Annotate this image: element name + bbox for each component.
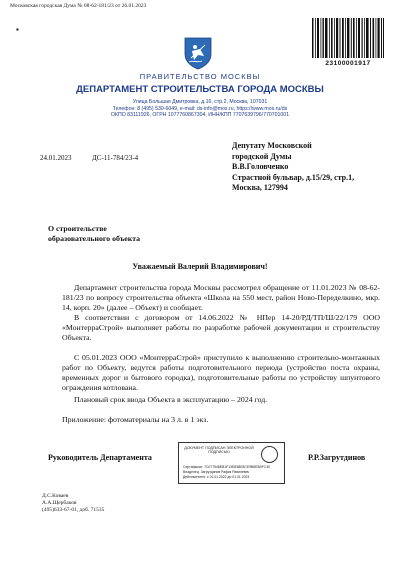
- addressee-block: [232, 141, 382, 194]
- executor-name: Д.С.Коваев: [42, 493, 69, 499]
- signer-name: Р.Р.Загрутдинов: [308, 453, 366, 462]
- department-title: ДЕПАРТАМЕНТ СТРОИТЕЛЬСТВА ГОРОДА МОСКВЫ: [76, 84, 324, 95]
- stamp-line: Сертификат: 7C077548EB1F13E83BE8CE9B6E5BFC40: [183, 465, 270, 469]
- executor-name: А.А.Щербаков: [42, 500, 77, 506]
- document-number: ДС-11-784/23-4: [92, 154, 139, 162]
- addressee-line: Страстной бульвар, д.15/29, стр.1,: [232, 172, 355, 182]
- body-paragraph: С 05.01.2023 ООО «МонтерраСтрой» приступило к выполнению строительно-монтажных работ по Объекту, ведутся работы подготовительного периода (устройство поста охраны, временных дорог и бытового городка), подготовительные работы по устройству шпунтового ограждения котлована.: [62, 353, 380, 392]
- contact-phone-email: Телефон: 8 (495) 530-6049, e-mail: ds-info@mos.ru, https://www.mos.ru/ds: [112, 105, 288, 112]
- stamp-line: Действителен: с 01.01.2022 до 01.01.2023: [183, 475, 250, 479]
- registration-note: Московская городская Дума № 08-62-181/23 от 26.01.2023: [10, 3, 147, 9]
- addressee-line: городской Думы: [232, 151, 292, 161]
- document-date: 24.01.2023: [40, 154, 72, 162]
- addressee-line: Депутату Московской: [232, 141, 312, 150]
- electronic-signature-stamp: [178, 442, 285, 484]
- stamp-line: Владелец: Загрутдинов Рафик Равилевич: [183, 470, 250, 474]
- subject-line: О строительстве: [48, 224, 107, 233]
- seal-icon: [261, 446, 278, 463]
- addressee-line: Москва, 127994: [232, 183, 288, 192]
- barcode-image: [312, 18, 384, 58]
- subject-line: образовательного объекта: [48, 234, 141, 243]
- barcode-number: 23100001917: [325, 60, 371, 67]
- margin-mark: ▪: [16, 25, 19, 34]
- body-paragraph: Плановый срок ввода Объекта в эксплуатацию – 2024 год.: [74, 395, 268, 404]
- salutation: Уважаемый Валерий Владимирович!: [132, 262, 268, 271]
- signer-title: Руководитель Департамента: [48, 453, 152, 462]
- attachment-note: Приложение: фотоматериалы на 3 л. в 1 экз.: [62, 415, 209, 424]
- stamp-header: ДОКУМЕНТ ПОДПИСАН ЭЛЕКТРОННОЙ ПОДПИСЬЮ: [184, 446, 254, 455]
- body-paragraph: В соответствии с договором от 14.06.2022 № НПер 14-20/РД/ТП/Ш/22/179 ООО «МонтерраСтрой» выполняет работы по разработке рабочей документации и строительству Объекта.: [62, 313, 380, 342]
- subject-block: [48, 224, 140, 244]
- executor-phone: (495)633-67-01, доб. 71535: [42, 507, 105, 513]
- contact-address: Улица Большая Дмитровка, д.16, стр.2, Москва, 107031: [132, 99, 268, 105]
- moscow-coat-of-arms-icon: [183, 36, 213, 70]
- addressee-line: В.В.Головченко: [232, 162, 289, 171]
- government-title: ПРАВИТЕЛЬСТВО МОСКВЫ: [139, 72, 261, 81]
- body-paragraph: Департамент строительства города Москвы рассмотрел обращение от 11.01.2023 № 08-62-181/23 по вопросу строительства объекта «Школа на 550 мест, район Ново-Переделкино, мкр. 14, корп. 20» (далее – Объект) и сообщает.: [62, 283, 380, 312]
- contact-registry-codes: ОКПО 83111926, ОГРН 1077760867304, ИНН/КПП 7707639796/770701001: [110, 112, 290, 118]
